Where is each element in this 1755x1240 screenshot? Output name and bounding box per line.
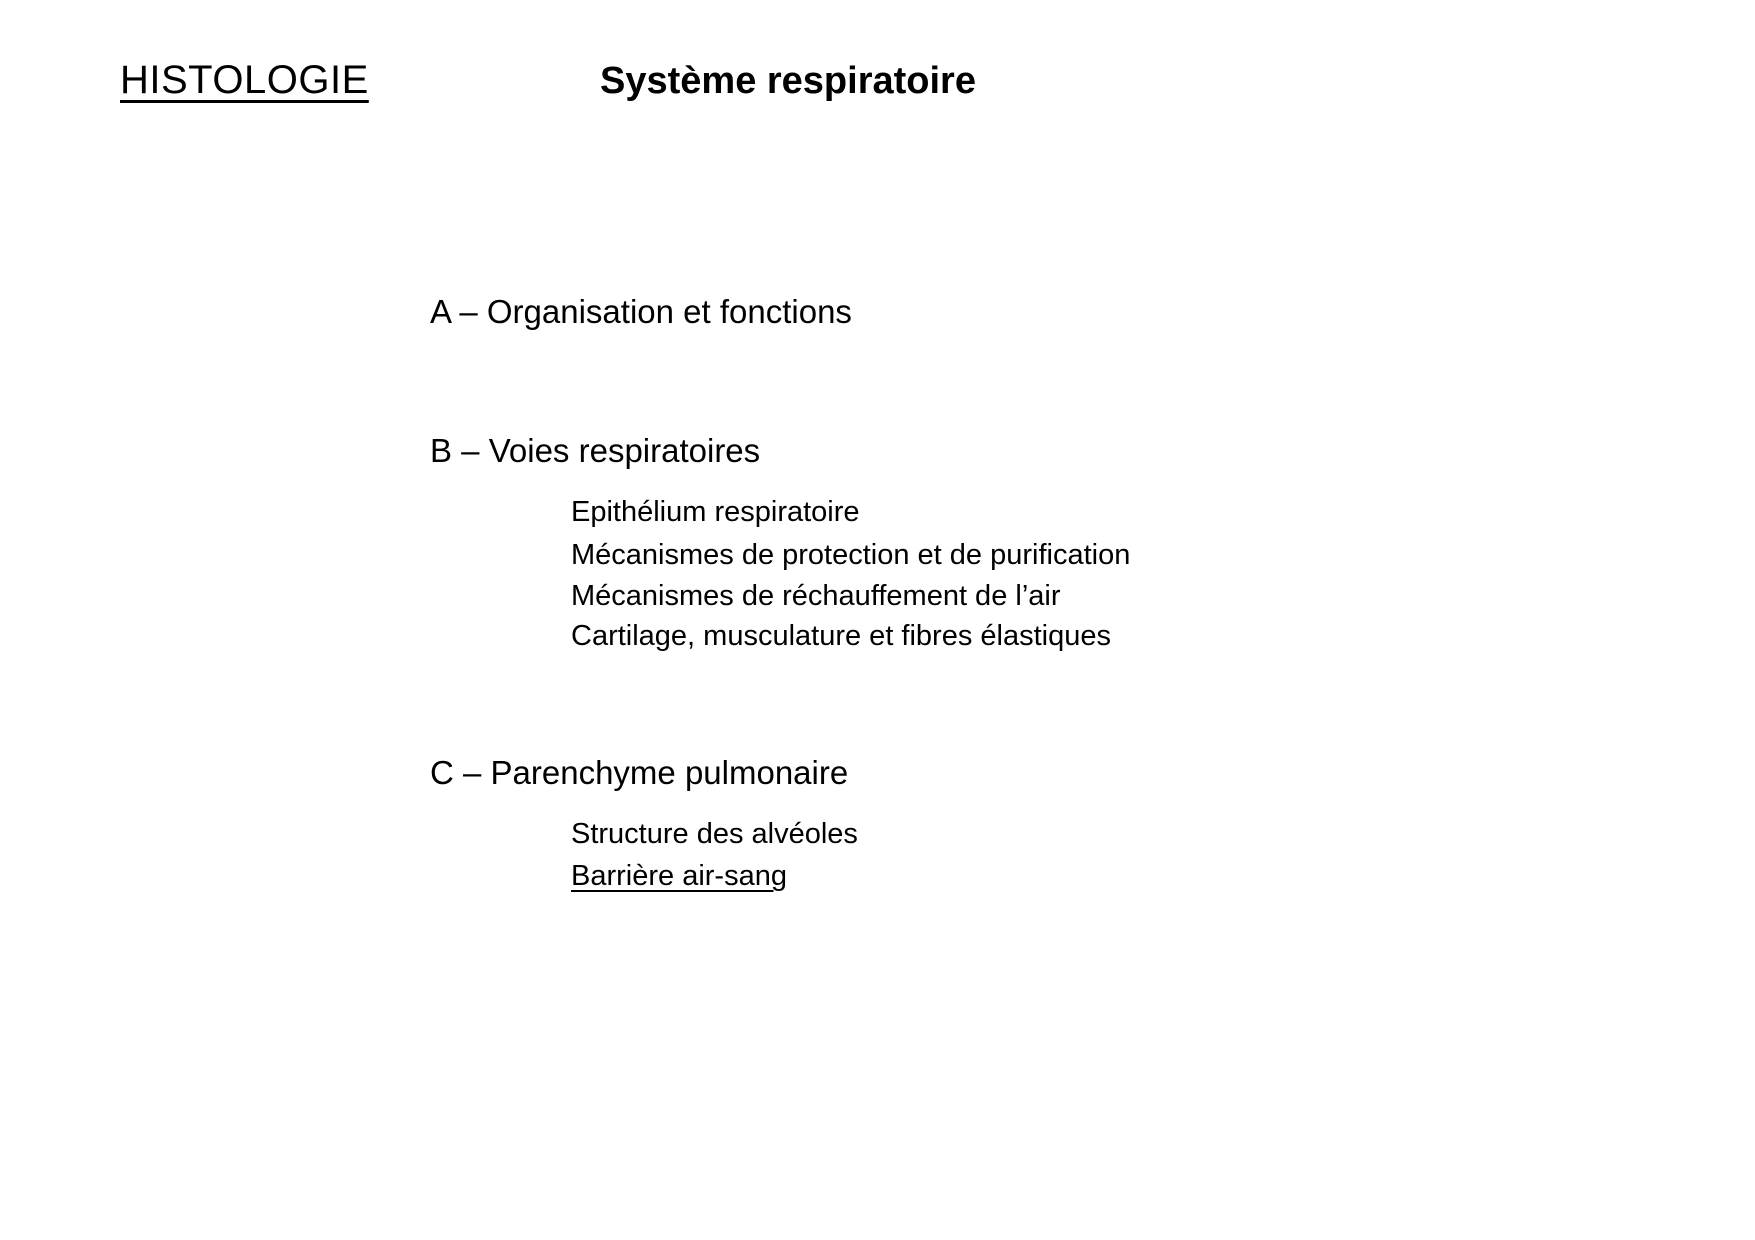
section-heading-b: B – Voies respiratoires	[430, 432, 761, 469]
section-heading-a: A – Organisation et fonctions	[430, 293, 852, 330]
section-b-item-epithelium: Epithélium respiratoire	[571, 496, 860, 528]
section-b-item-protection: Mécanismes de protection et de purification	[571, 539, 1131, 571]
section-c-item-structure-alveoles: Structure des alvéoles	[571, 818, 858, 850]
course-title: HISTOLOGIE	[120, 58, 369, 102]
section-c-item-barriere-air-sang: Barrière air-sang	[571, 860, 787, 892]
section-heading-c: C – Parenchyme pulmonaire	[430, 754, 849, 791]
section-b-item-cartilage: Cartilage, musculature et fibres élastiques	[571, 620, 1111, 652]
section-b-item-rechauffement: Mécanismes de réchauffement de l’air	[571, 580, 1061, 612]
page-title: Système respiratoire	[600, 60, 976, 102]
